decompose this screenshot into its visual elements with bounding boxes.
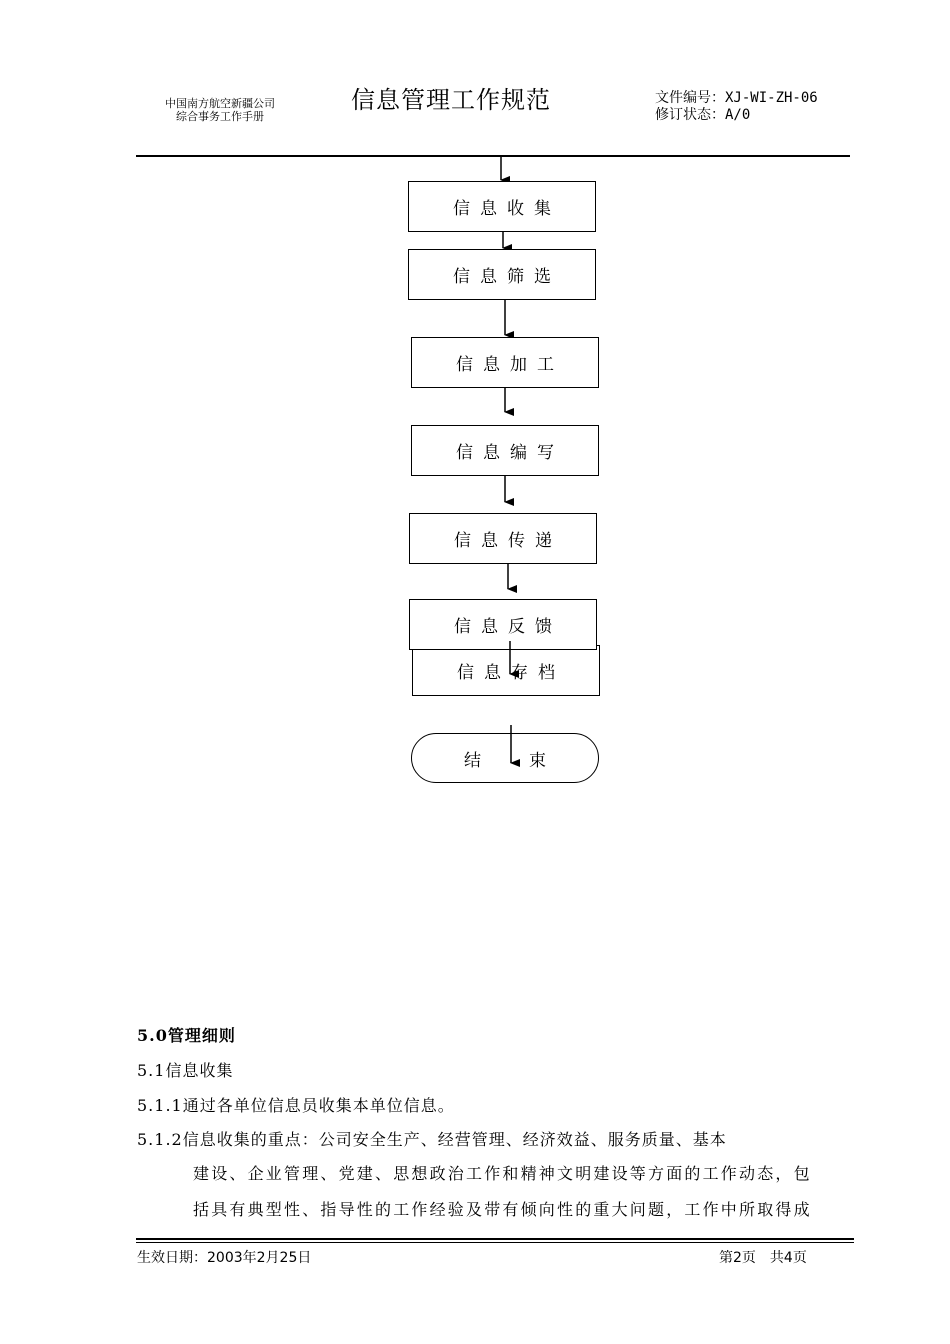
flow-step-feedback-label: 信息反馈 (454, 617, 562, 637)
flow-step-collect (408, 181, 596, 232)
flow-step-feedback (409, 599, 597, 650)
footer-rule-top (136, 1238, 854, 1240)
flow-step-transmit-label: 信息传递 (454, 531, 562, 551)
company-line-1: 中国南方航空新疆公司 (165, 97, 275, 110)
effective-date: 生效日期：2003年2月25日 (137, 1250, 312, 1266)
flow-end-label: 结束 (464, 750, 594, 771)
flow-step-write-label: 信息编写 (456, 443, 564, 463)
company-line-2: 综合事务工作手册 (176, 110, 264, 123)
flow-step-write (411, 425, 599, 476)
revision-status: 修订状态：A/0 (655, 107, 751, 123)
page-number: 第2页 共4页 (719, 1250, 807, 1266)
clause-5-1-2-line-1: 5.1.2信息收集的重点：公司安全生产、经营管理、经济效益、服务质量、基本 (137, 1130, 727, 1149)
flow-step-archive-label: 信息存档 (457, 663, 565, 683)
flow-step-filter-label: 信息筛选 (453, 267, 561, 287)
flow-step-collect-label: 信息收集 (453, 199, 561, 219)
document-title: 信息管理工作规范 (351, 86, 551, 114)
flow-end-terminal (411, 733, 599, 783)
doc-number: 文件编号：XJ-WI-ZH-06 (655, 90, 818, 106)
flow-step-filter (408, 249, 596, 300)
clause-5-1-2-line-2: 建设、企业管理、党建、思想政治工作和精神文明建设等方面的工作动态，包 (193, 1164, 812, 1183)
flow-step-archive (412, 645, 600, 696)
section-heading: 5.0管理细则 (137, 1026, 236, 1045)
clause-5-1-2-line-3: 括具有典型性、指导性的工作经验及带有倾向性的重大问题，工作中所取得成 (193, 1200, 812, 1219)
subsection-5-1: 5.1信息收集 (137, 1061, 234, 1080)
flow-step-process (411, 337, 599, 388)
clause-5-1-1: 5.1.1通过各单位信息员收集本单位信息。 (137, 1096, 455, 1115)
flow-step-process-label: 信息加工 (456, 355, 564, 375)
footer-rule-bottom (136, 1242, 854, 1243)
flow-step-transmit (409, 513, 597, 564)
